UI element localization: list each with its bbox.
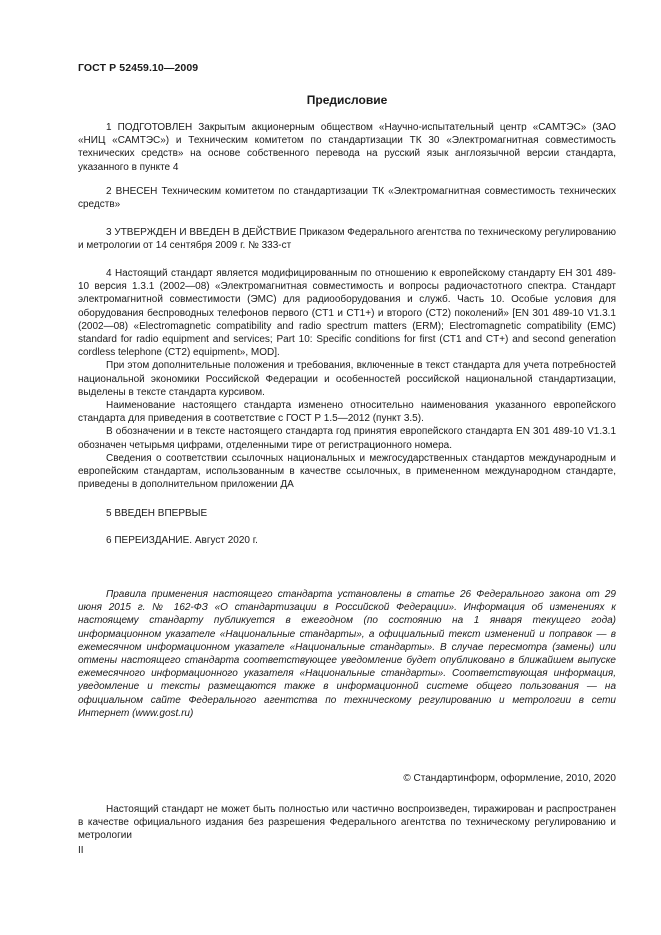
paragraph-5: 5 ВВЕДЕН ВПЕРВЫЕ — [106, 508, 208, 519]
section-5 — [78, 507, 616, 520]
page-title: Предисловие — [306, 93, 388, 107]
standard-number: ГОСТ Р 52459.10—2009 — [78, 62, 199, 74]
paragraph-1: 1 ПОДГОТОВЛЕН Закрытым акционерным обществом «Научно-испытательный центр «САМТЭС» (ЗАО «НИЦ «САМТЭС») и Техническим комитетом по стандартизации ТК 30 «Электромагнитная совместимость технических средств» на основе собственного перевода на русский язык англоязычной версии стандарта, указанного в пункте 4 — [78, 122, 616, 173]
section-6 — [78, 534, 616, 547]
copyright: © Стандартинформ, оформление, 2010, 2020 — [403, 773, 616, 784]
application-notice — [78, 588, 616, 720]
paragraph-6: 6 ПЕРЕИЗДАНИЕ. Август 2020 г. — [106, 535, 258, 546]
notice-text: Правила применения настоящего стандарта установлены в статье 26 Федерального закона от 29 июня 2015 г. № 162-ФЗ «О стандартизации в Российской Федерации». Информация об изменениях к настоящему стандарту публикуется в ежегодном (по состоянию на 1 января текущего года) информационном указателе «Национальные стандарты», а официальный текст изменений и поправок — в ежемесячном информационном указателе «Национальные стандарты». В случае пересмотра (замены) или отмены настоящего стандарта соответствующее уведомление будет опубликовано в ближайшем выпуске ежемесячного информационного указателя «Национальные стандарты». Соответствующая информация, уведомление и тексты размещаются также в информационной системе общего пользования — на официальном сайте Федерального агентства по техническому регулированию и метрологии в сети Интернет (www.gost.ru) — [78, 589, 616, 719]
page-number: II — [78, 845, 84, 856]
paragraph-4-additional: При этом дополнительные положения и требования, включенные в текст стандарта для учета потребностей национальной экономики Российской Федерации и особенностей российской национальной стандартизации, выделены в тексте стандарта курсивом. — [78, 360, 616, 398]
footer-text: Настоящий стандарт не может быть полностью или частично воспроизведен, тиражирован и распространен в качестве официального издания без разрешения Федерального агентства по техническому регулированию и метрологии — [78, 804, 616, 842]
section-3 — [78, 226, 616, 252]
paragraph-4-designation: В обозначении и в тексте настоящего стандарта год принятия европейского стандарта EN 301 489-10 V1.3.1 обозначен четырьмя цифрами, отделенными тире от регистрационного номера. — [78, 426, 616, 451]
paragraph-4-name-change: Наименование настоящего стандарта изменено относительно наименования указанного европейского стандарта для приведения в соответствие с ГОСТ Р 1.5—2012 (пункт 3.5). — [78, 400, 616, 425]
paragraph-2: 2 ВНЕСЕН Техническим комитетом по стандартизации ТК «Электромагнитная совместимость технических средств» — [78, 186, 616, 211]
paragraph-4-references: Сведения о соответствии ссылочных национальных и межгосударственных стандартов международным и европейским стандартам, использованным в качестве ссылочных, в примененном международном стандарте, приведены в дополнительном приложении ДА — [78, 452, 616, 491]
paragraph-4: 4 Настоящий стандарт является модифицированным по отношению к европейскому стандарту ЕН 301 489-10 версия 1.3.1 (2002—08) «Электромагнитная совместимость и вопросы радиочастотного спектра. Стандарт электромагнитной совместимости (ЭМС) для радиооборудования и служб. Часть 10. Особые условия для оборудования беспроводных телефонов первого (CT1 и CT1+) и второго (CT2) поколений» [EN 301 489-10 V1.3.1 (2002—08) «Electromagnetic compatibility and radio spectrum matters (ERM); Electromagnetic compatibility (EMC) standard for radio equipment and services; Part 10: Specific conditions for first (CT1 and CT+) and second generation cordless telephone (CT2) equipment», MOD]. — [78, 268, 616, 359]
section-2 — [78, 185, 616, 211]
section-4 — [78, 267, 616, 491]
reproduction-notice — [78, 803, 616, 843]
paragraph-3: 3 УТВЕРЖДЕН И ВВЕДЕН В ДЕЙСТВИЕ Приказом Федерального агентства по техническому регулированию и метрологии от 14 сентября 2009 г. № 333-ст — [78, 227, 616, 252]
section-1 — [78, 121, 616, 174]
